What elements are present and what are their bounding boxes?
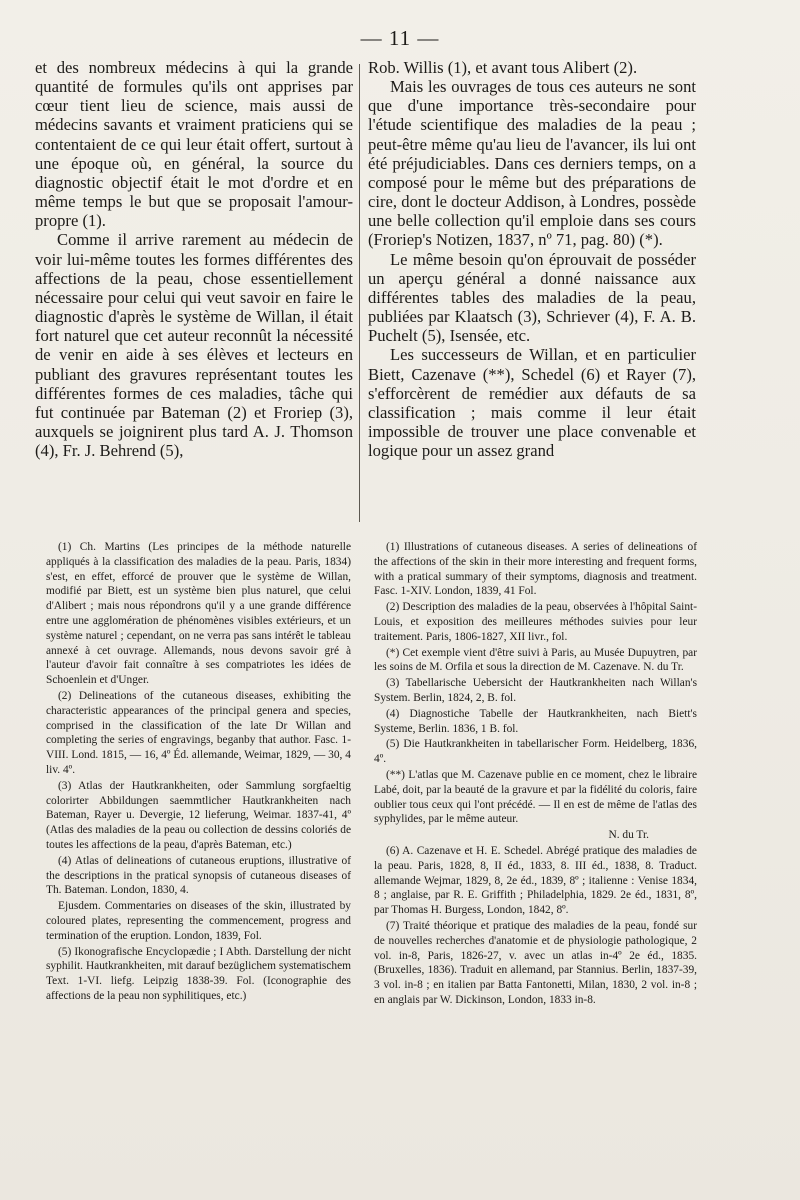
footnote: (2) Description des maladies de la peau, observées à l'hôpital Saint-Louis, et exposition des meilleures méthodes suivies pour leur traitement. Paris, 1806-1827, XII livr., fol.	[374, 601, 697, 643]
footnote: (2) Delineations of the cutaneous diseases, exhibiting the characteristic appearances of the principal genera and species, comprised in the classification of the late Dr Willan and completing the series of engravings, beganby that author. Fasc. 1-VIII. Lond. 1815, — 16, 4º Éd. allemande, Weimar, 1829, — 30, 4 liv. 4º.	[46, 689, 351, 776]
left-column-text	[35, 58, 353, 460]
footnote: (1) Illustrations of cutaneous diseases. A series of delineations of the affections of the skin in their more interesting and frequent forms, with a pratical summary of their symptoms, diagnosis and treatment. Fasc. 1-XIV. London, 1839, 41 Fol.	[374, 541, 697, 598]
paragraph: et des nombreux médecins à qui la grande quantité de formules qu'ils ont apprises par cœur tient lieu de science, mais aussi de médecins savants et vraiment praticiens qui se contentaient de ce qui leur était offert, surtout à une époque où, en général, la source du diagnostic objectif était le mot d'ordre et en même temps le but que se proposait l'amour-propre (1).	[35, 58, 353, 231]
left-footnotes	[46, 540, 351, 1005]
right-column-text	[368, 58, 696, 460]
paragraph: Rob. Willis (1), et avant tous Alibert (2).	[368, 58, 638, 77]
footnote: (*) Cet exemple vient d'être suivi à Paris, au Musée Dupuytren, par les soins de M. Orfila et sous la direction de M. Cazenave. N. du Tr.	[374, 646, 697, 674]
footnote: (4) Diagnostiche Tabelle der Hautkrankheiten, nach Biett's Systeme, Berlin. 1836, 1 B. fol.	[374, 707, 697, 735]
footnote: (5) Die Hautkrankheiten in tabellarischer Form. Heidelberg, 1836, 4º.	[374, 738, 697, 766]
footnote: (3) Atlas der Hautkrankheiten, oder Sammlung sorgfaeltig colorirter Abbildungen saemmtlicher Hautkrankheiten nach Bateman, Rayer u. Devergie, 12 lieferung, Weimar. 1837-41, 4º (Atlas des maladies de la peau ou collection de dessins coloriés de toutes les affections de la peau, d'après Bateman, etc.)	[46, 779, 351, 851]
paragraph: Mais les ouvrages de tous ces auteurs ne sont que d'une importance très-secondaire pour l'étude scientifique des maladies de la peau ; peut-être même qu'au lieu de l'avancer, ils lui ont été préjudiciables. Dans ces derniers temps, on a composé pour le même but des préparations de cire, dont le docteur Addison, à Londres, possède une belle collection qu'il emploie dans ses cours (Froriep's Notizen, 1837, nº 71, pag. 80) (*).	[368, 77, 696, 250]
page-number: — 11 —	[360, 26, 440, 50]
paragraph: Les successeurs de Willan, et en particulier Biett, Cazenave (**), Schedel (6) et Rayer (7), s'efforcèrent de remédier aux défauts de sa classification ; mais comme il leur était impossible de trouver une place convenable et logique pour un assez grand	[368, 345, 696, 461]
footnote: (**) L'atlas que M. Cazenave publie en ce moment, chez le libraire Labé, doit, par la beauté de la gravure et par la fidélité du coloris, faire oublier tous ceux qui l'ont précédé. — Il en est de même de l'atlas des syphylides, par le même auteur.	[374, 768, 697, 826]
paragraph: Le même besoin qu'on éprouvait de posséder un aperçu général a donné naissance aux différentes tables des maladies de la peau, publiées par Klaatsch (3), Schriever (4), F. A. B. Puchelt (5), Isensée, etc.	[368, 249, 696, 346]
column-divider	[359, 64, 360, 522]
footnote: (5) Ikonografische Encyclopædie ; I Abth. Darstellung der nicht syphilit. Hautkrankheiten, mit darauf bezüglichem systematischem Text. 1-VI. liefg. Leipzig 1838-39. Fol. (Iconographie des affections de la peau non syphilitiques, etc.)	[46, 945, 351, 1002]
footnote: Ejusdem. Commentaries on diseases of the skin, illustrated by coloured plates, representing the commencement, progress and termination of the eruption. London, 1839, Fol.	[46, 900, 351, 942]
footnote: (6) A. Cazenave et H. E. Schedel. Abrégé pratique des maladies de la peau. Paris, 1828, 8, II éd., 1833, 8. III éd., 1838, 8. Traduct. allemande Wejmar, 1829, 8, 2e éd., 1839, 8º ; italienne : Venise 1834, 8 ; anglaise, par R. E. Griffith ; Philadelphia, 1829. 2e éd., 1831, 8º, par Thomas H. Burgess, London, 1842, 8º.	[374, 844, 697, 917]
footnote: (1) Ch. Martins (Les principes de la méthode naturelle appliqués à la classification des maladies de la peau. Paris, 1834) s'est, en effet, efforcé de prouver que le système de Willan, modifié par Biett, est un système bien plus naturel, que celui d'Alibert ; mais nous répondrons qu'il y a une grande différence entre une agglomération de phénomènes visibles extérieurs, et un système naturel ; cependant, on ne verra pas sans intérêt le tableau annexé à cet ouvrage. Allemands, nous devons savoir gré à l'auteur d'avoir fait connaître à ses compatriotes les idées de Schoenlein et d'Unger.	[46, 541, 351, 687]
right-footnotes	[374, 540, 697, 1009]
footnote: (4) Atlas of delineations of cutaneous eruptions, illustrative of the descriptions in the pratical synopsis of cutaneous diseases of Th. Bateman. London, 1830, 4.	[46, 854, 351, 897]
translator-note-signature: N. du Tr.	[608, 829, 649, 842]
footnote: (3) Tabellarische Uebersicht der Hautkrankheiten nach Willan's System. Berlin, 1824, 2, B. fol.	[374, 677, 697, 704]
paragraph: Comme il arrive rarement au médecin de voir lui-même toutes les formes différentes des affections de la peau, chose essentiellement nécessaire pour celui qui veut savoir en faire le diagnostic d'après le système de Willan, il était fort naturel que cet auteur reconnût la nécessité de venir en aide à ses élèves et lecteurs en publiant des gravures représentant toutes les différentes formes de ces maladies, tâche qui fut continuée par Bateman (2) et Froriep (3), auxquels se joignirent plus tard A. J. Thomson (4), Fr. J. Behrend (5),	[35, 230, 353, 461]
footnote: (7) Traité théorique et pratique des maladies de la peau, fondé sur de nouvelles recherches d'anatomie et de physiologie pathologique, 2 vol. in-8, Paris, 1826-27, v. avec un atlas in-4º 2e éd., 1835. (Bruxelles, 1836). Traduit en allemand, par Stannius. Berlin, 1837-39, 3 vol. in-8 ; en italien par Batta Fantonetti, Milan, 1830, 2 vol. in-8 ; en anglais par W. Dickinson, London, 1833 in-8.	[374, 919, 697, 1006]
